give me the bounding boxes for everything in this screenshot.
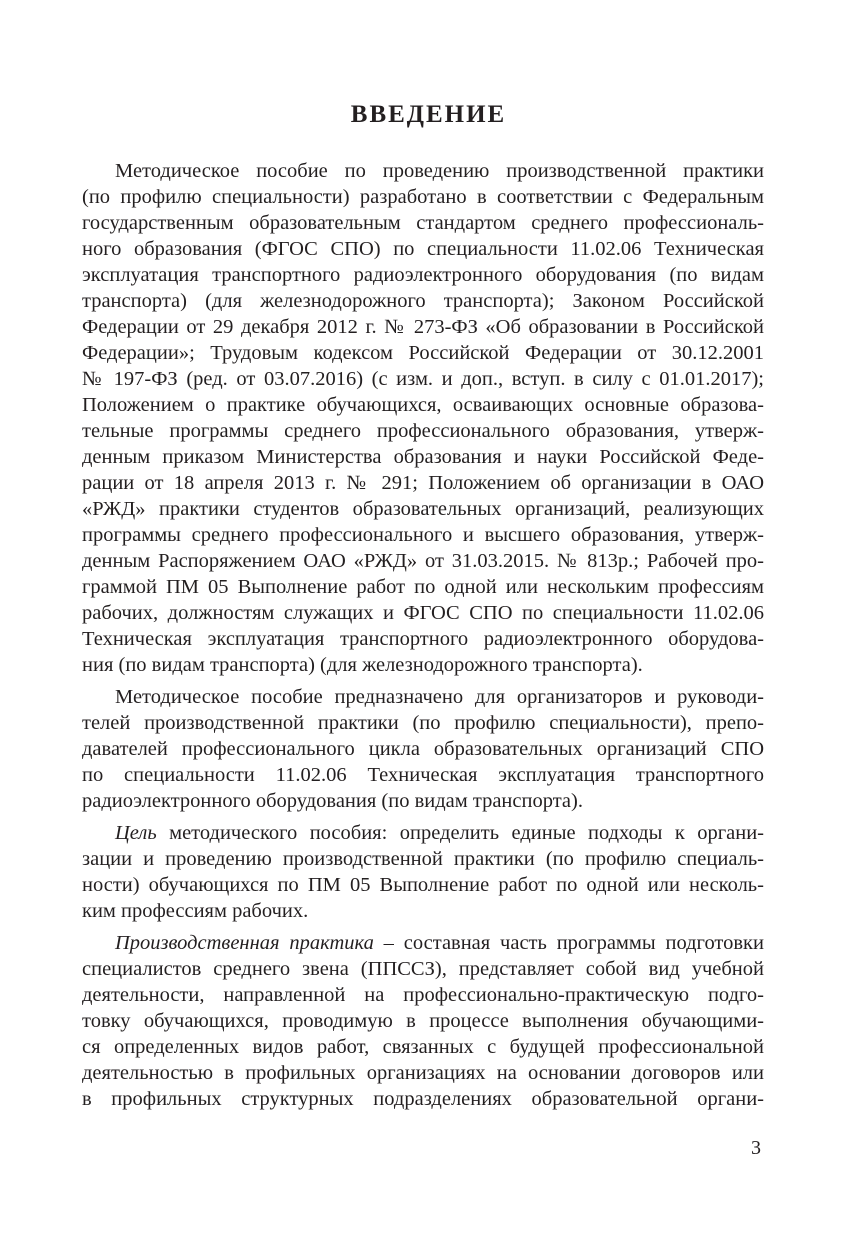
text-line: эксплуатация транспортного радиоэлектронного оборудования (по видам [82, 264, 764, 286]
text-line: (по профилю специальности) разработано в соответствии с Федеральным [82, 186, 764, 208]
text-line: деятельностью в профильных организациях на основании договоров или [82, 1062, 764, 1084]
text-line: Методическое пособие по проведению производственной практики [115, 160, 764, 182]
text-line: зации и проведению производственной практики (по профилю специаль- [82, 848, 764, 870]
text-line: ности) обучающихся по ПМ 05 Выполнение работ по одной или несколь- [82, 874, 764, 896]
paragraph-2 [82, 684, 764, 814]
goal-term: Цель [115, 822, 157, 844]
text-line: ким профессиям рабочих. [82, 900, 309, 922]
text-line: товку обучающихся, проводимую в процессе выполнения обучающими- [82, 1010, 764, 1032]
practice-term: Производственная практика [115, 932, 374, 954]
paragraph-4 [82, 930, 764, 1112]
paragraph-1 [82, 158, 764, 678]
text-line: по специальности 11.02.06 Техническая эксплуатация транспортного [82, 764, 764, 786]
text-line: рации от 18 апреля 2013 г. № 291; Положением об организации в ОАО [82, 472, 764, 494]
text-line: ного образования (ФГОС СПО) по специальности 11.02.06 Техническая [82, 238, 764, 260]
text-line: государственным образовательным стандартом среднего профессиональ- [82, 212, 764, 234]
text-line: тельные программы среднего профессионального образования, утверж- [82, 420, 764, 442]
text-line [82, 930, 764, 956]
text-line: телей производственной практики (по профилю специальности), препо- [82, 712, 764, 734]
text-line: денным Распоряжением ОАО «РЖД» от 31.03.2015. № 813р.; Рабочей про- [82, 550, 764, 572]
text-line: транспорта) (для железнодорожного транспорта); Законом Российской [82, 290, 764, 312]
text-line: Федерации»; Трудовым кодексом Российской Федерации от 30.12.2001 [82, 342, 764, 364]
text-line: граммой ПМ 05 Выполнение работ по одной или нескольким профессиям [82, 576, 764, 598]
text-line: радиоэлектронного оборудования (по видам транспорта). [82, 790, 583, 812]
text-line: № 197-ФЗ (ред. от 03.07.2016) (с изм. и доп., вступ. в силу с 01.01.2017); [82, 368, 764, 390]
page-number: 3 [751, 1137, 761, 1159]
text-line: Техническая эксплуатация транспортного радиоэлектронного оборудова- [82, 628, 764, 650]
text-line: денным приказом Министерства образования и науки Российской Феде- [82, 446, 764, 468]
text-line: давателей профессионального цикла образовательных организаций СПО [82, 738, 764, 760]
practice-lead-text: – составная часть программы подготовки [373, 932, 764, 954]
text-line: Методическое пособие предназначено для организаторов и руководи- [115, 686, 764, 708]
text-line: программы среднего профессионального и высшего образования, утверж- [82, 524, 764, 546]
text-line: в профильных структурных подразделениях образовательной органи- [82, 1088, 764, 1110]
text-line: «РЖД» практики студентов образовательных организаций, реализующих [82, 498, 764, 520]
goal-lead-text: методического пособия: определить единые подходы к органи- [156, 822, 764, 844]
text-line: деятельности, направленной на профессионально-практическую подго- [82, 984, 764, 1006]
paragraph-3 [82, 820, 764, 924]
page-title: ВВЕДЕНИЕ [350, 101, 507, 128]
text-line: рабочих, должностям служащих и ФГОС СПО по специальности 11.02.06 [82, 602, 764, 624]
text-line: Положением о практике обучающихся, осваивающих основные образова- [82, 394, 764, 416]
text-line [82, 820, 764, 846]
body-text [82, 158, 764, 1112]
text-line: ся определенных видов работ, связанных с будущей профессиональной [82, 1036, 764, 1058]
text-line: Федерации от 29 декабря 2012 г. № 273-ФЗ «Об образовании в Российской [82, 316, 764, 338]
text-line: ния (по видам транспорта) (для железнодорожного транспорта). [82, 654, 643, 676]
text-line: специалистов среднего звена (ППССЗ), представляет собой вид учебной [82, 958, 764, 980]
